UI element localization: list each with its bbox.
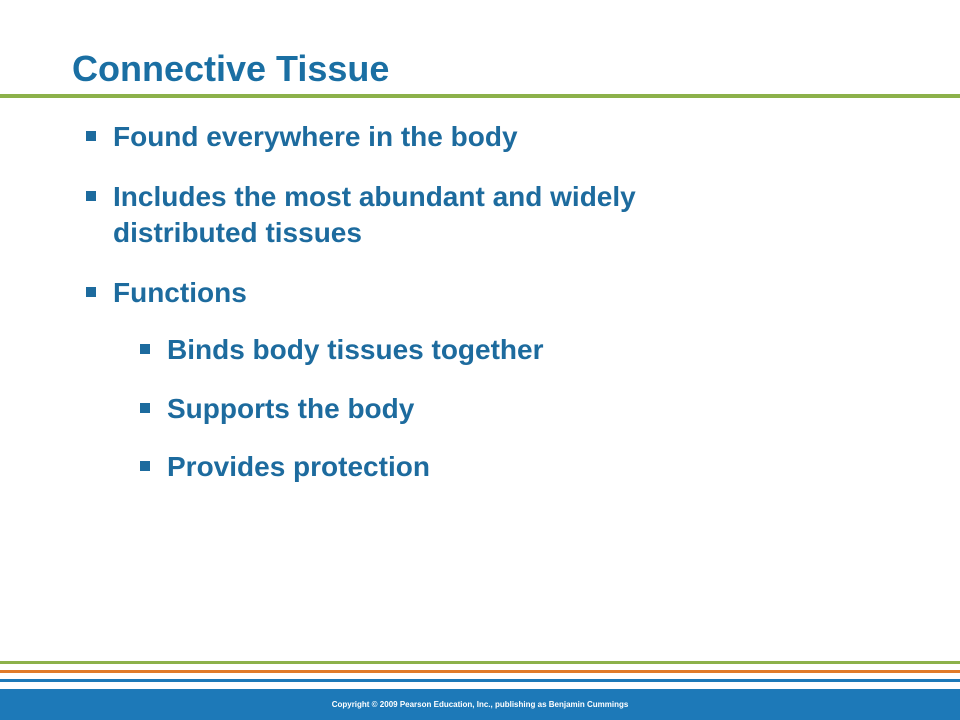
sub-bullet-text: Binds body tissues together — [167, 334, 544, 365]
square-bullet-icon — [86, 191, 96, 201]
square-bullet-icon — [140, 403, 150, 413]
orange-stripe — [0, 670, 960, 673]
title-divider — [0, 94, 960, 98]
square-bullet-icon — [86, 131, 96, 141]
slide-title: Connective Tissue — [72, 48, 390, 89]
green-stripe — [0, 661, 960, 664]
square-bullet-icon — [86, 287, 96, 297]
sub-bullet-text: Supports the body — [167, 393, 415, 424]
blue-stripe — [0, 679, 960, 682]
square-bullet-icon — [140, 344, 150, 354]
square-bullet-icon — [140, 461, 150, 471]
copyright-text: Copyright © 2009 Pearson Education, Inc., publishing as Benjamin Cummings — [331, 700, 629, 709]
bullet-text: Found everywhere in the body — [113, 121, 518, 152]
footer-bar — [0, 689, 960, 720]
sub-bullet-text: Provides protection — [167, 451, 430, 482]
bullet-text-continued: distributed tissues — [113, 217, 362, 248]
bullet-text: Includes the most abundant and widely — [113, 181, 636, 212]
bullet-text: Functions — [113, 277, 247, 308]
